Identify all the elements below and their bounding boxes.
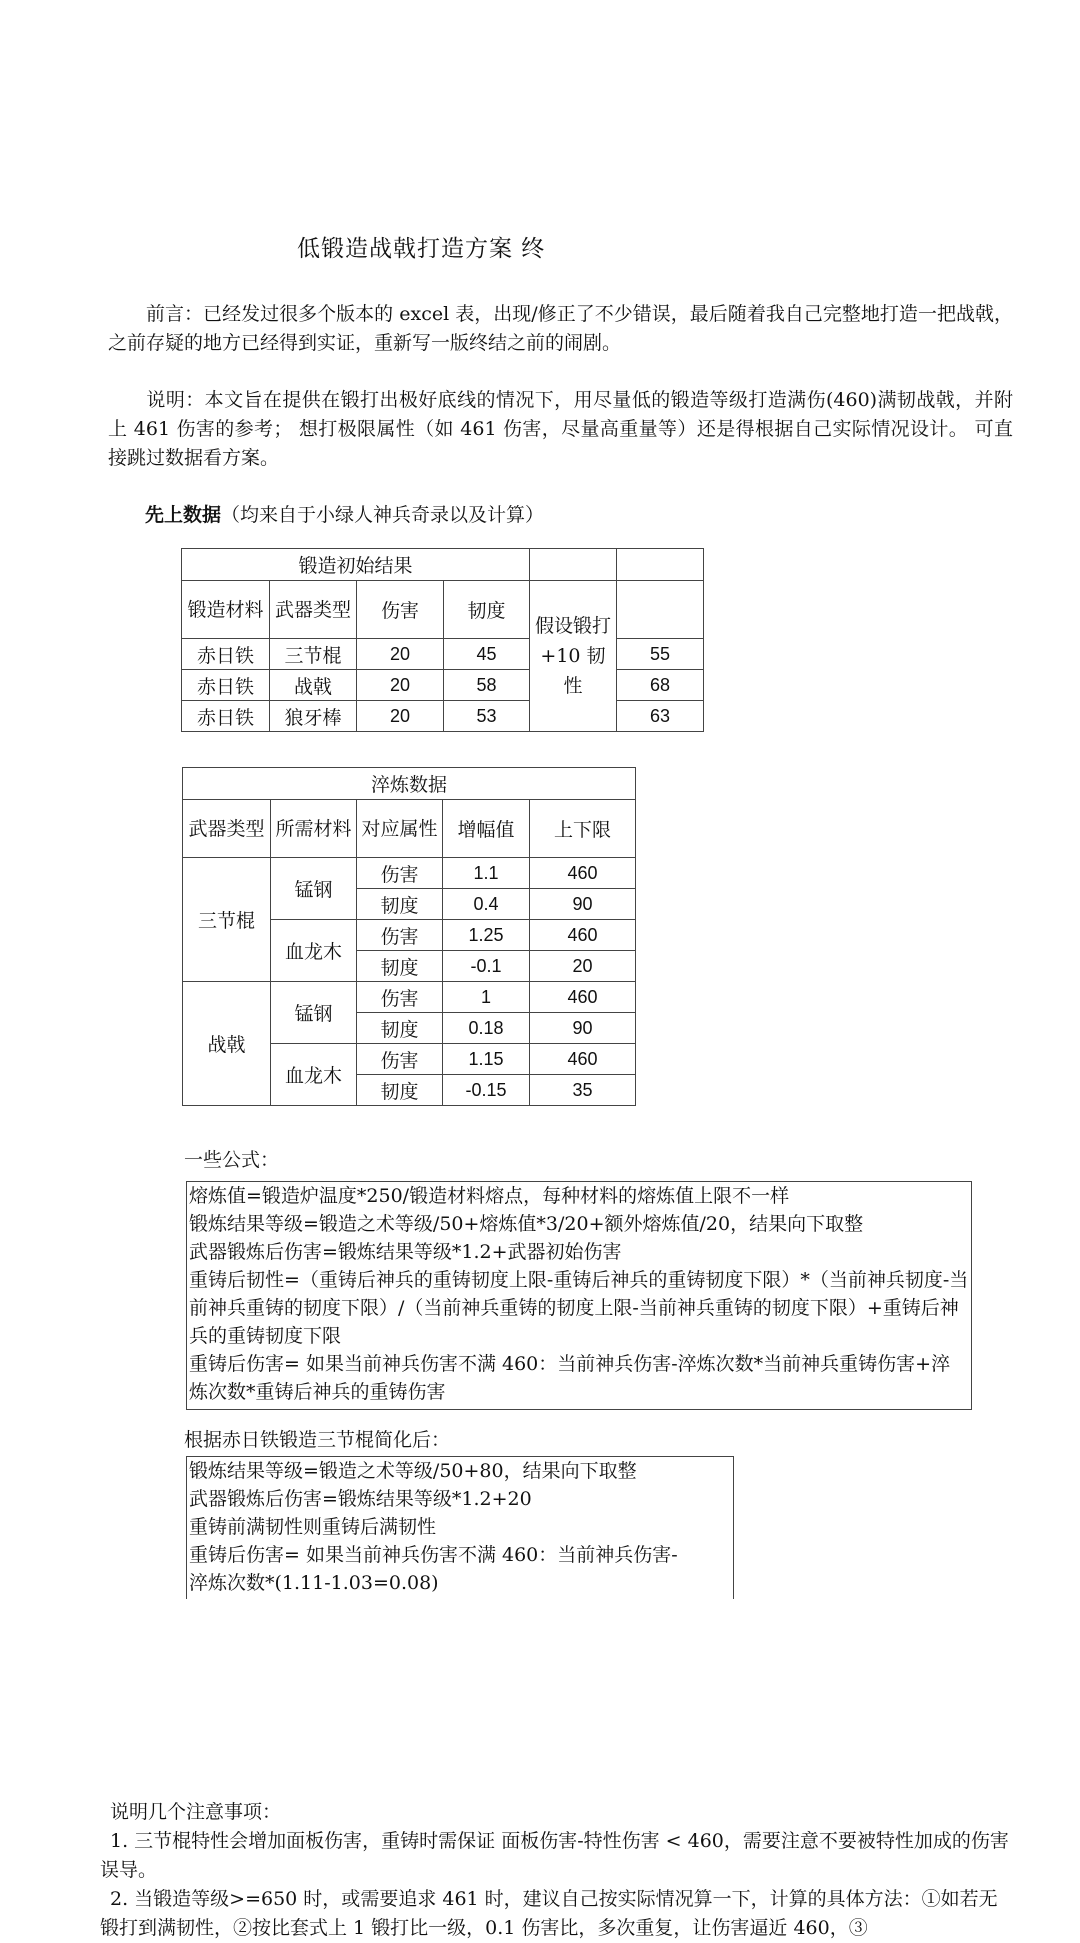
table1-cell: 赤日铁 <box>182 639 270 670</box>
simplified-label: 根据赤日铁锻造三节棍简化后： <box>184 1429 451 1451</box>
note-item: 2. 当锻造等级>=650 时，或需要追求 461 时，建议自己按实际情况算一下，计算的具体方法：①如若无锻打到满韧性，②按比套式上 1 锻打比一级，0.1 伤害比，多次重复，让伤害逼近 460，③ <box>100 1888 998 1939</box>
document-title: 低锻造战戟打造方案 终 <box>297 236 546 262</box>
table2-cell: 韧度 <box>357 889 443 920</box>
table1-cell: 战戟 <box>270 670 357 701</box>
table2-cell: 0.18 <box>443 1013 530 1044</box>
formula-line: 重铸后韧性=（重铸后神兵的重铸韧度上限-重铸后神兵的重铸韧度下限）*（当前神兵韧度-当前神兵重铸的韧度下限）/（当前神兵重铸的韧度上限-当前神兵重铸的韧度下限）+重铸后神兵的重铸韧度下限 <box>189 1269 969 1347</box>
table2-header-increment: 增幅值 <box>443 800 530 858</box>
table2-cell: 1.15 <box>443 1044 530 1075</box>
preface-paragraph <box>108 300 1013 358</box>
table1-cell: 20 <box>357 670 444 701</box>
table2-header-weapon: 武器类型 <box>183 800 271 858</box>
table2-cell: 460 <box>530 982 636 1013</box>
simplified-box <box>186 1456 734 1599</box>
preface-text: 前言：已经发过很多个版本的 excel 表，出现/修正了不少错误，最后随着我自己完整地打造一把战戟，之前存疑的地方已经得到实证，重新写一版终结之前的闹剧。 <box>108 303 1013 354</box>
notes-section <box>100 1798 1015 1943</box>
table2-cell: -0.1 <box>443 951 530 982</box>
tempering-table <box>182 767 636 1106</box>
table2-cell: 韧度 <box>357 1075 443 1106</box>
formulas-box <box>186 1181 972 1410</box>
table2-material: 锰钢 <box>271 982 357 1044</box>
table1-empty-cell <box>617 549 704 581</box>
table2-cell: 伤害 <box>357 920 443 951</box>
table1-header-toughness: 韧度 <box>444 581 530 639</box>
explanation-paragraph <box>108 386 1013 473</box>
table1-cell: 三节棍 <box>270 639 357 670</box>
table2-cell: 伤害 <box>357 1044 443 1075</box>
table2-cell: 1.1 <box>443 858 530 889</box>
table1-cell: 55 <box>617 639 704 670</box>
simplified-line: 淬炼次数*(1.11-1.03=0.08) <box>189 1572 439 1594</box>
data-heading <box>145 500 544 527</box>
table2-cell: 460 <box>530 920 636 951</box>
forging-initial-table <box>181 548 704 732</box>
table2-cell: 韧度 <box>357 951 443 982</box>
table2-cell: -0.15 <box>443 1075 530 1106</box>
formula-line: 重铸后伤害= 如果当前神兵伤害不满 460：当前神兵伤害-淬炼次数*当前神兵重铸伤害+淬炼次数*重铸后神兵的重铸伤害 <box>189 1353 951 1403</box>
table2-cell: 20 <box>530 951 636 982</box>
simplified-line: 武器锻炼后伤害=锻炼结果等级*1.2+20 <box>189 1488 532 1510</box>
table1-cell: 45 <box>444 639 530 670</box>
notes-label: 说明几个注意事项： <box>110 1801 282 1823</box>
table2-material: 血龙木 <box>271 920 357 982</box>
table2-cell: 韧度 <box>357 1013 443 1044</box>
simplified-line: 锻炼结果等级=锻造之术等级/50+80，结果向下取整 <box>189 1460 637 1482</box>
table1-caption: 锻造初始结果 <box>182 549 530 581</box>
table2-material: 血龙木 <box>271 1044 357 1106</box>
table1-cell: 53 <box>444 701 530 732</box>
table1-header-material: 锻造材料 <box>182 581 270 639</box>
table1-cell: 20 <box>357 701 444 732</box>
table2-cell: 460 <box>530 1044 636 1075</box>
note-item: 1. 三节棍特性会增加面板伤害，重铸时需保证 面板伤害-特性伤害 < 460，需要注意不要被特性加成的伤害误导。 <box>100 1830 1009 1881</box>
table2-header-limit: 上下限 <box>530 800 636 858</box>
data-heading-rest: （均来自于小绿人神兵奇录以及计算） <box>221 504 545 526</box>
table2-cell: 35 <box>530 1075 636 1106</box>
table2-cell: 0.4 <box>443 889 530 920</box>
table1-cell: 58 <box>444 670 530 701</box>
table2-cell: 伤害 <box>357 982 443 1013</box>
table2-cell: 1 <box>443 982 530 1013</box>
table2-material: 锰钢 <box>271 858 357 920</box>
formula-line: 锻炼结果等级=锻造之术等级/50+熔炼值*3/20+额外熔炼值/20，结果向下取整 <box>189 1213 864 1235</box>
table1-cell: 赤日铁 <box>182 670 270 701</box>
formulas-label: 一些公式： <box>184 1149 280 1171</box>
data-heading-bold: 先上数据 <box>145 504 222 526</box>
table2-cell: 90 <box>530 889 636 920</box>
table1-cell: 63 <box>617 701 704 732</box>
table1-header-damage: 伤害 <box>357 581 444 639</box>
table2-weapon: 三节棍 <box>183 858 271 982</box>
table1-empty-cell <box>530 549 617 581</box>
table1-header-weapon: 武器类型 <box>270 581 357 639</box>
table2-cell: 90 <box>530 1013 636 1044</box>
table1-cell: 68 <box>617 670 704 701</box>
table1-empty-cell <box>617 581 704 639</box>
table1-cell: 狼牙棒 <box>270 701 357 732</box>
table1-cell: 赤日铁 <box>182 701 270 732</box>
simplified-line: 重铸前满韧性则重铸后满韧性 <box>189 1516 437 1538</box>
table2-caption: 淬炼数据 <box>183 768 636 800</box>
formula-line: 熔炼值=锻造炉温度*250/锻造材料熔点，每种材料的熔炼值上限不一样 <box>189 1185 790 1207</box>
table2-cell: 460 <box>530 858 636 889</box>
table2-cell: 伤害 <box>357 858 443 889</box>
table1-cell: 20 <box>357 639 444 670</box>
simplified-line: 重铸后伤害= 如果当前神兵伤害不满 460：当前神兵伤害- <box>189 1544 678 1566</box>
table2-weapon: 战戟 <box>183 982 271 1106</box>
formula-line: 武器锻炼后伤害=锻炼结果等级*1.2+武器初始伤害 <box>189 1241 622 1263</box>
table2-cell: 1.25 <box>443 920 530 951</box>
table1-assumption: 假设锻打+10 韧性 <box>530 581 617 732</box>
explanation-text: 说明：本文旨在提供在锻打出极好底线的情况下，用尽量低的锻造等级打造满伤(460)满韧战戟，并附上 461 伤害的参考； 想打极限属性（如 461 伤害，尽量高重量等）还是得根据自己实际情况设计。 可直接跳过数据看方案。 <box>108 389 1013 469</box>
table2-header-material: 所需材料 <box>271 800 357 858</box>
table2-header-attribute: 对应属性 <box>357 800 443 858</box>
